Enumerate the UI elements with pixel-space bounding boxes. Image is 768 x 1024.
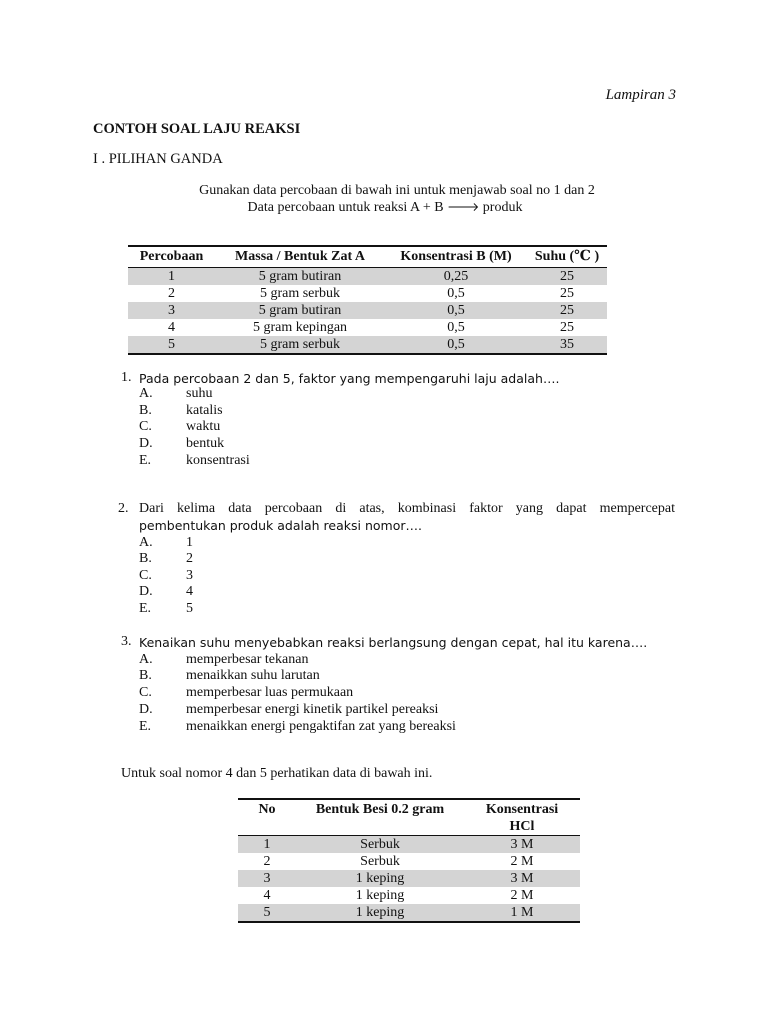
table-header-cell: Bentuk Besi 0.2 gram	[315, 802, 445, 817]
table-cell: 0,25	[385, 268, 527, 286]
table-cell: 3	[238, 870, 296, 887]
option-letter: D.	[139, 436, 153, 451]
option-letter: C.	[139, 419, 152, 434]
option-text: 1	[186, 535, 193, 550]
option-text: menaikkan suhu larutan	[186, 668, 320, 683]
table-cell: 25	[527, 268, 607, 286]
option-text: konsentrasi	[186, 453, 250, 468]
table-cell: Serbuk	[296, 836, 464, 854]
option-letter: D.	[139, 584, 153, 599]
option-letter: A.	[139, 652, 153, 667]
table-cell: 5 gram serbuk	[259, 286, 341, 301]
table-row	[128, 319, 607, 336]
table-cell: 25	[560, 320, 574, 335]
header-line: Konsentrasi	[485, 802, 559, 817]
question-text-line-2: pembentukan produk adalah reaksi nomor….	[139, 518, 422, 533]
option-letter: D.	[139, 702, 153, 717]
table-cell: 5 gram butiran	[215, 302, 385, 319]
table-row	[238, 853, 580, 870]
table-cell: 2	[168, 286, 175, 301]
table-cell: 1	[238, 836, 296, 854]
option-letter: B.	[139, 551, 152, 566]
option-text: memperbesar luas permukaan	[186, 685, 354, 700]
table-cell: 2 M	[510, 854, 534, 869]
option-text: katalis	[186, 403, 223, 418]
question-number: 1.	[121, 370, 132, 385]
table-cell: 2	[263, 854, 271, 869]
table-header-cell	[464, 799, 580, 836]
iron-hcl-data-table	[238, 798, 580, 923]
table-cell: 3 M	[464, 870, 580, 887]
header-line: HCl	[509, 819, 535, 834]
option-letter: B.	[139, 403, 152, 418]
appendix-label: Lampiran 3	[605, 87, 676, 103]
table-row	[128, 302, 607, 319]
option-letter: E.	[139, 453, 152, 468]
option-text: waktu	[186, 419, 221, 434]
option-letter: B.	[139, 668, 152, 683]
option-text: menaikkan energi pengaktifan zat yang bereaksi	[186, 719, 456, 734]
table-header-row	[128, 246, 607, 268]
table-cell: 0,5	[385, 336, 527, 354]
table-row	[238, 904, 580, 922]
question-number: 2.	[118, 501, 129, 516]
table-cell: 3 M	[464, 836, 580, 854]
table-cell: 0,5	[385, 302, 527, 319]
table-cell: 3	[128, 302, 215, 319]
table-row	[128, 336, 607, 354]
option-letter: A.	[139, 535, 153, 550]
table-header-row	[238, 799, 580, 836]
table-cell: 5	[128, 336, 215, 354]
option-text: bentuk	[186, 436, 225, 451]
section-title: I . PILIHAN GANDA	[93, 151, 223, 167]
option-text: memperbesar tekanan	[186, 652, 309, 667]
option-text: memperbesar energi kinetik partikel pereaksi	[186, 702, 439, 717]
table-cell: 1 keping	[296, 904, 464, 922]
document-title: CONTOH SOAL LAJU REAKSI	[93, 121, 301, 137]
table-cell: 5 gram serbuk	[215, 336, 385, 354]
arrow-right-icon: 🡒	[447, 200, 480, 214]
table-row	[128, 285, 607, 302]
intro-instruction: Gunakan data percobaan di bawah ini untuk menjawab soal no 1 dan 2	[199, 183, 595, 198]
option-text: 2	[186, 551, 193, 566]
question-number: 3.	[121, 634, 132, 649]
table-row	[238, 836, 580, 854]
table-cell: 2 M	[510, 888, 534, 903]
table-cell: 4	[263, 888, 271, 903]
table-cell: 1 keping	[296, 870, 464, 887]
table-row	[238, 870, 580, 887]
table-cell: 5 gram butiran	[215, 268, 385, 286]
table-cell: 5	[238, 904, 296, 922]
experiment-data-table	[128, 245, 607, 355]
table-cell: 0,5	[447, 320, 465, 335]
table-row	[128, 268, 607, 286]
question-text-line-1: Dari kelima data percobaan di atas, kombinasi faktor yang dapat mempercepat	[139, 501, 675, 516]
table-header-cell: No	[258, 802, 276, 817]
table-row	[238, 887, 580, 904]
table-header-cell: Suhu (℃ )	[534, 249, 600, 264]
option-letter: C.	[139, 568, 152, 583]
option-text: 4	[186, 584, 193, 599]
question-text: Pada percobaan 2 dan 5, faktor yang mempengaruhi laju adalah….	[139, 371, 560, 386]
option-letter: C.	[139, 685, 152, 700]
question-text: Kenaikan suhu menyebabkan reaksi berlangsung dengan cepat, hal itu karena….	[139, 635, 648, 650]
table-cell: 25	[560, 286, 574, 301]
table-cell: 35	[527, 336, 607, 354]
table-header-cell: Konsentrasi B (M)	[400, 249, 512, 264]
table-cell: 1 keping	[355, 888, 405, 903]
table-cell: 4	[168, 320, 175, 335]
table-header-cell: Percobaan	[139, 249, 204, 264]
option-text: 3	[186, 568, 193, 583]
table-cell: 5 gram kepingan	[252, 320, 348, 335]
table-cell: Serbuk	[360, 854, 400, 869]
option-text: 5	[186, 601, 193, 616]
table-cell: 0,5	[447, 286, 465, 301]
table-cell: 1 M	[464, 904, 580, 922]
option-text: suhu	[186, 386, 213, 401]
table-header-cell: Massa / Bentuk Zat A	[235, 249, 365, 264]
table-cell: 25	[527, 302, 607, 319]
reaction-product-text: produk	[482, 200, 523, 215]
table2-intro: Untuk soal nomor 4 dan 5 perhatikan data di bawah ini.	[121, 766, 433, 781]
option-letter: A.	[139, 386, 153, 401]
option-letter: E.	[139, 601, 152, 616]
option-letter: E.	[139, 719, 152, 734]
intro-reaction-caption	[0, 199, 768, 216]
table-cell: 1	[128, 268, 215, 286]
reaction-caption-text: Data percobaan untuk reaksi A + B	[247, 200, 444, 215]
